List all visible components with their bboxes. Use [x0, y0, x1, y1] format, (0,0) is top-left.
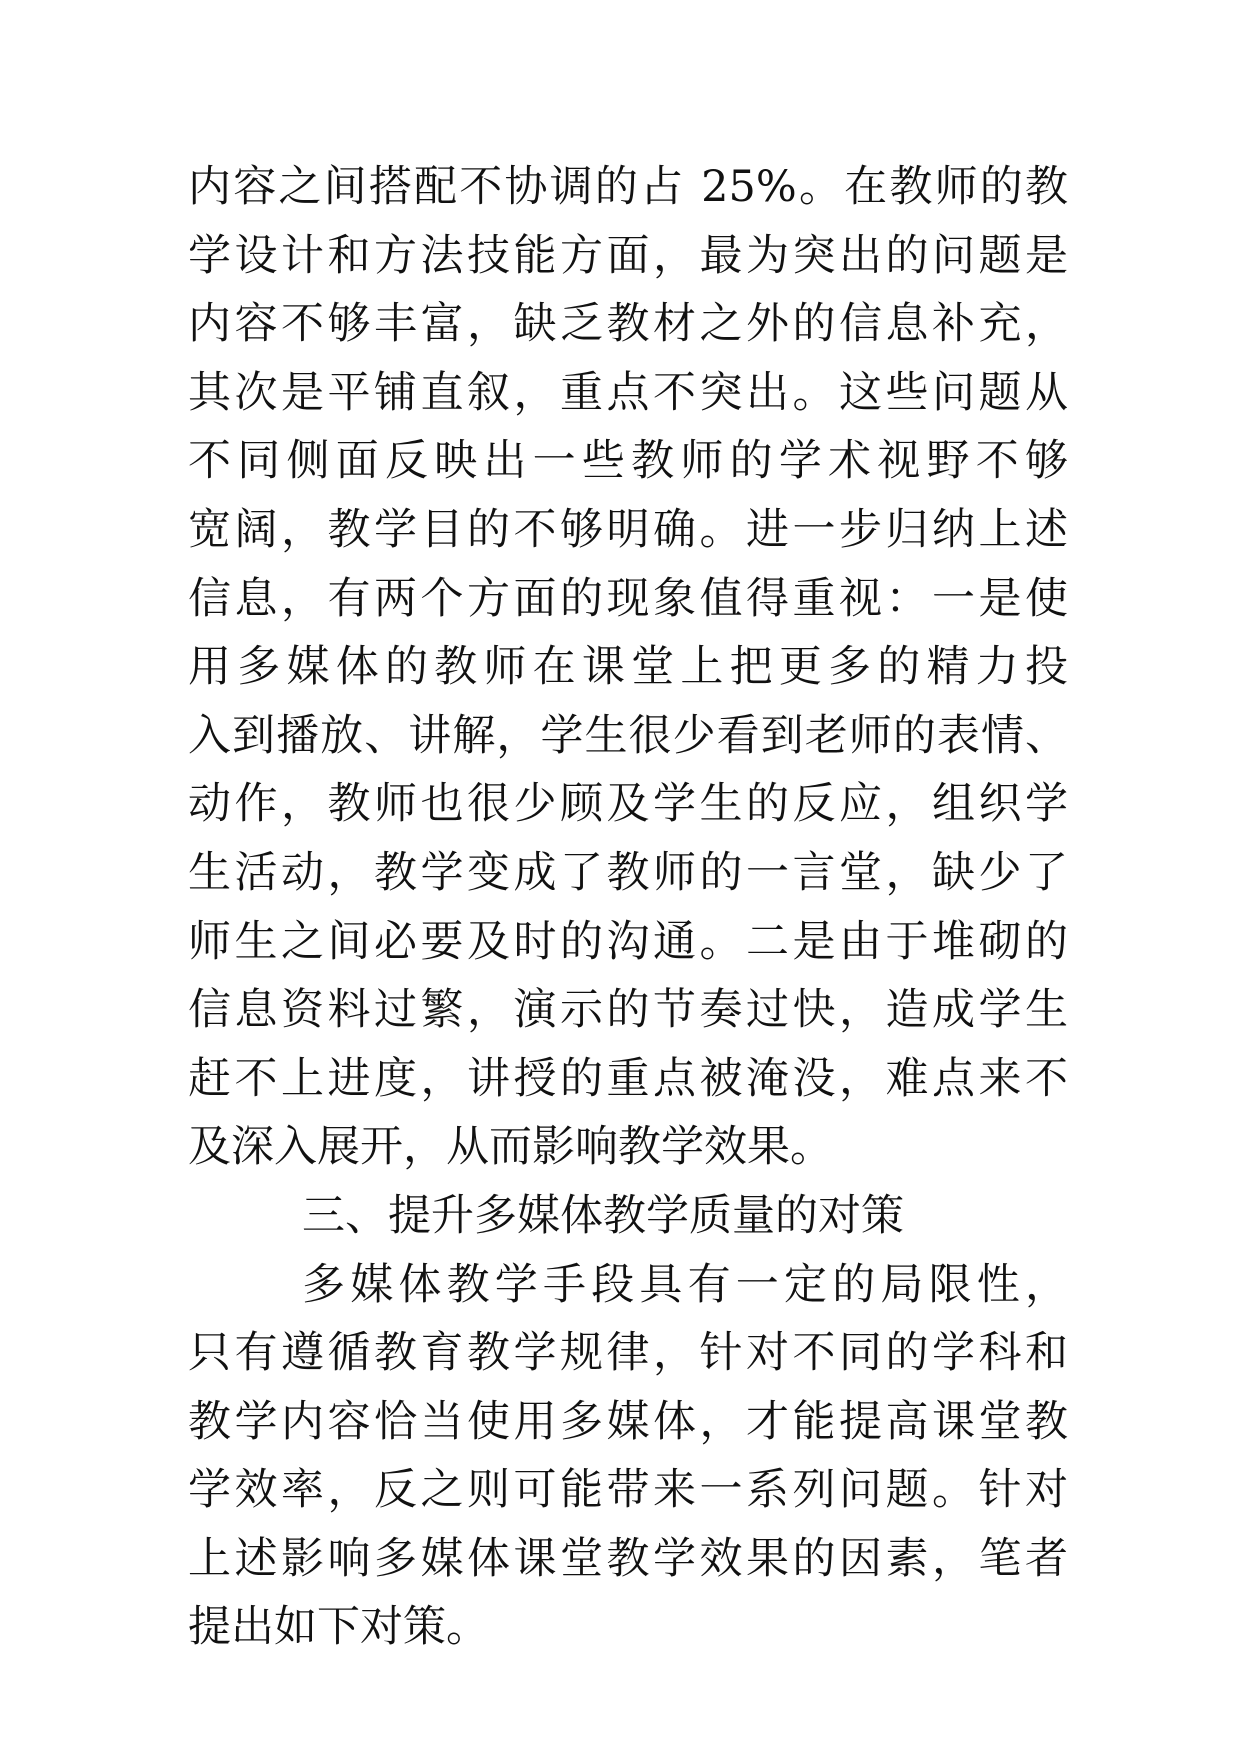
body-text-line: 内容不够丰富，缺乏教材之外的信息补充，	[188, 299, 1068, 350]
body-text-line: 学效率，反之则可能带来一系列问题。针对	[188, 1465, 1068, 1516]
body-text-line: 提出如下对策。	[188, 1602, 489, 1653]
body-text-line: 师生之间必要及时的沟通。二是由于堆砌的	[188, 916, 1068, 967]
body-text-line: 不同侧面反映出一些教师的学术视野不够	[188, 436, 1068, 487]
document-body	[188, 153, 1068, 1662]
body-text-line: 学设计和方法技能方面，最为突出的问题是	[188, 230, 1068, 281]
body-text-line: 赶不上进度，讲授的重点被淹没，难点来不	[188, 1053, 1068, 1104]
body-text-line: 用多媒体的教师在课堂上把更多的精力投	[188, 642, 1068, 693]
body-text-line: 只有遵循教育教学规律，针对不同的学科和	[188, 1328, 1068, 1379]
body-text-line: 其次是平铺直叙，重点不突出。这些问题从	[188, 367, 1068, 418]
body-text-line: 生活动，教学变成了教师的一言堂，缺少了	[188, 847, 1068, 898]
body-text-line: 内容之间搭配不协调的占 25%。在教师的教	[188, 162, 1068, 212]
body-text-line: 上述影响多媒体课堂教学效果的因素，笔者	[188, 1533, 1068, 1584]
body-text-line: 动作，教师也很少顾及学生的反应，组织学	[188, 779, 1068, 830]
body-text-line: 入到播放、讲解，学生很少看到老师的表情、	[188, 710, 1068, 761]
body-text-line: 教学内容恰当使用多媒体，才能提高课堂教	[188, 1396, 1068, 1447]
body-text-line: 及深入展开，从而影响教学效果。	[188, 1122, 833, 1173]
body-text-line: 宽阔，教学目的不够明确。进一步归纳上述	[188, 504, 1068, 555]
paragraph-first-line: 多媒体教学手段具有一定的局限性，	[302, 1259, 1068, 1310]
body-text-line: 信息资料过繁，演示的节奏过快，造成学生	[188, 985, 1068, 1036]
body-text-line: 信息，有两个方面的现象值得重视：一是使	[188, 573, 1068, 624]
section-heading: 三、提升多媒体教学质量的对策	[302, 1190, 904, 1241]
